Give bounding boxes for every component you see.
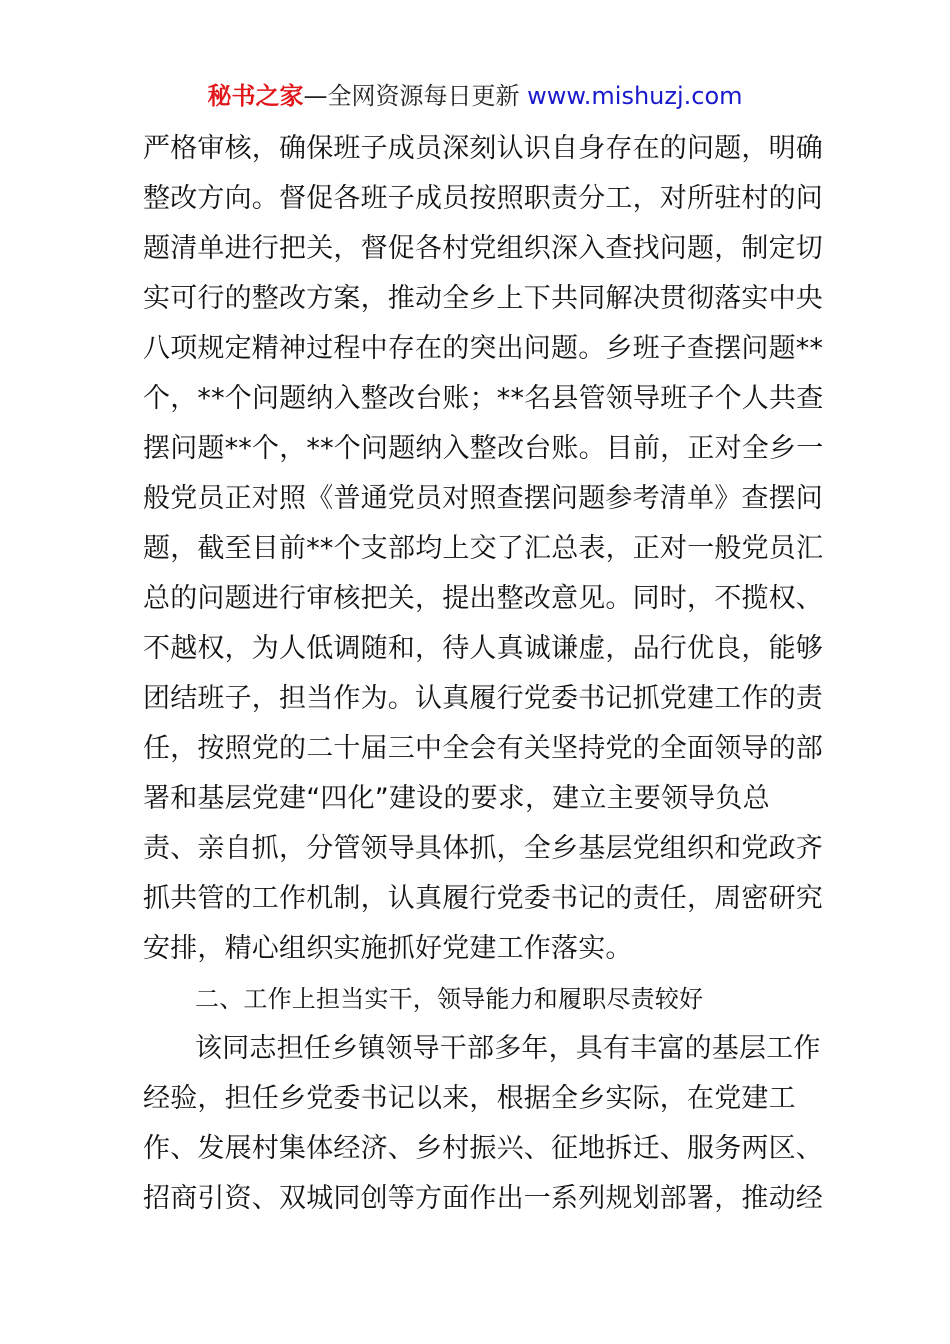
paragraph-line: 整改方向。督促各班子成员按照职责分工，对所驻村的问 bbox=[143, 183, 823, 214]
paragraph-line: 抓共管的工作机制，认真履行党委书记的责任，周密研究 bbox=[143, 883, 823, 914]
paragraph-line: 团结班子，担当作为。认真履行党委书记抓党建工作的责 bbox=[143, 683, 823, 714]
paragraph-line: 题清单进行把关，督促各村党组织深入查找问题，制定切 bbox=[143, 233, 823, 264]
paragraph-line: 个，**个问题纳入整改台账；**名县管领导班子个人共查 bbox=[143, 383, 824, 414]
header-tagline: —全网资源每日更新 bbox=[303, 82, 520, 110]
paragraph-line: 任，按照党的二十届三中全会有关坚持党的全面领导的部 bbox=[143, 733, 823, 764]
site-url-link[interactable]: www.mishuzj.com bbox=[527, 82, 743, 110]
paragraph-line: 题，截至目前**个支部均上交了汇总表，正对一般党员汇 bbox=[143, 533, 824, 564]
paragraph-line: 八项规定精神过程中存在的突出问题。乡班子查摆问题** bbox=[143, 333, 824, 364]
brand-name: 秘书之家 bbox=[207, 82, 304, 110]
paragraph-line: 署和基层党建“四化”建设的要求，建立主要领导负总 bbox=[143, 783, 770, 814]
paragraph-line: 作、发展村集体经济、乡村振兴、征地拆迁、服务两区、 bbox=[143, 1133, 823, 1164]
paragraph-line: 安排，精心组织实施抓好党建工作落实。 bbox=[143, 933, 633, 964]
paragraph-line: 招商引资、双城同创等方面作出一系列规划部署，推动经 bbox=[143, 1183, 823, 1214]
paragraph-line: 实可行的整改方案，推动全乡上下共同解决贯彻落实中央 bbox=[143, 283, 823, 314]
paragraph-line: 摆问题**个，**个问题纳入整改台账。目前，正对全乡一 bbox=[143, 433, 824, 464]
section-heading: 二、工作上担当实干，领导能力和履职尽责较好 bbox=[195, 985, 704, 1013]
paragraph-line: 般党员正对照《普通党员对照查摆问题参考清单》查摆问 bbox=[143, 483, 823, 514]
paragraph-line: 经验，担任乡党委书记以来，根据全乡实际，在党建工 bbox=[143, 1083, 796, 1114]
paragraph-line: 该同志担任乡镇领导干部多年，具有丰富的基层工作 bbox=[195, 1033, 821, 1064]
watermark-header bbox=[0, 78, 950, 114]
paragraph-line: 不越权，为人低调随和，待人真诚谦虚，品行优良，能够 bbox=[143, 633, 823, 664]
document-body bbox=[143, 124, 824, 1224]
paragraph-line: 总的问题进行审核把关，提出整改意见。同时，不揽权、 bbox=[143, 583, 823, 614]
paragraph-line: 严格审核，确保班子成员深刻认识自身存在的问题，明确 bbox=[143, 133, 823, 164]
paragraph-line: 责、亲自抓，分管领导具体抓，全乡基层党组织和党政齐 bbox=[143, 833, 823, 864]
